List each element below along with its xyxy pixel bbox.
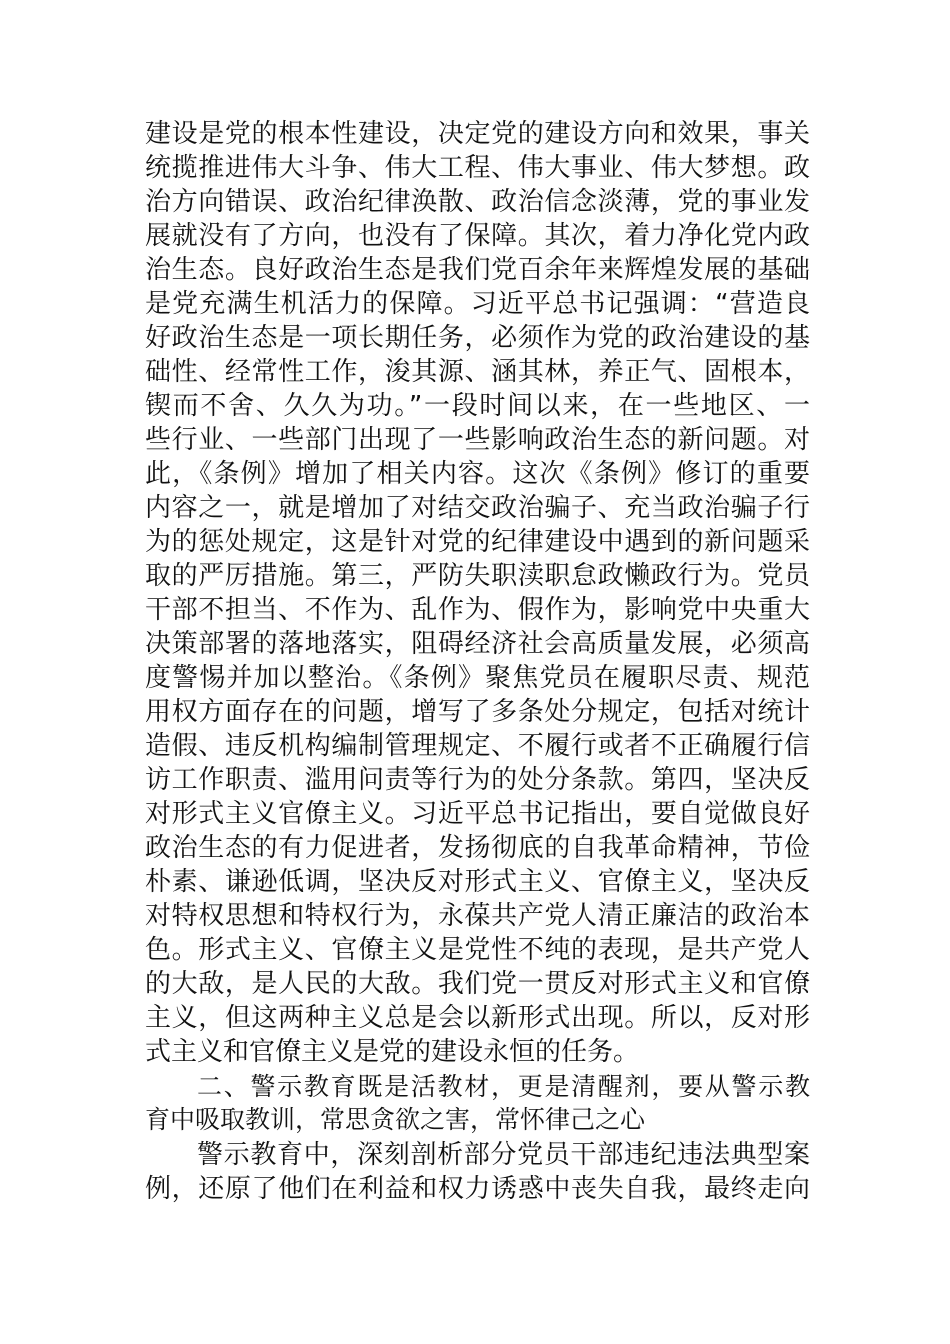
text-line: 政治生态的有力促进者，发扬彻底的自我革命精神，节俭	[145, 833, 810, 863]
text-line: 对特权思想和特权行为，永葆共产党人清正廉洁的政治本	[145, 901, 810, 931]
text-line: 为的惩处规定，这是针对党的纪律建设中遇到的新问题采	[145, 527, 810, 557]
text-line: 的大敌，是人民的大敌。我们党一贯反对形式主义和官僚	[145, 969, 810, 999]
text-line: 取的严厉措施。第三，严防失职渎职怠政懒政行为。党员	[145, 561, 810, 591]
text-line: 治方向错误、政治纪律涣散、政治信念淡薄，党的事业发	[145, 187, 810, 217]
text-line: 用权方面存在的问题，增写了多条处分规定，包括对统计	[145, 697, 810, 727]
text-line: 锲而不舍、久久为功。”一段时间以来，在一些地区、一	[145, 391, 810, 421]
text-line: 决策部署的落地落实，阻碍经济社会高质量发展，必须高	[145, 629, 810, 659]
text-line: 朴素、谦逊低调，坚决反对形式主义、官僚主义，坚决反	[145, 867, 810, 897]
text-line: 警示教育中，深刻剖析部分党员干部违纪违法典型案	[197, 1140, 810, 1170]
text-line: 治生态。良好政治生态是我们党百余年来辉煌发展的基础	[145, 255, 810, 285]
text-line: 访工作职责、滥用问责等行为的处分条款。第四，坚决反	[145, 765, 810, 795]
text-line: 色。形式主义、官僚主义是党性不纯的表现，是共产党人	[145, 935, 810, 965]
text-line: 建设是党的根本性建设，决定党的建设方向和效果，事关	[145, 119, 810, 149]
text-line: 度警惕并加以整治。《条例》聚焦党员在履职尽责、规范	[145, 663, 810, 693]
text-line: 础性、经常性工作，浚其源、涵其林，养正气、固根本，	[145, 357, 810, 387]
text-line: 造假、违反机构编制管理规定、不履行或者不正确履行信	[145, 731, 810, 761]
section-heading-line: 育中吸取教训，常思贪欲之害，常怀律己之心	[145, 1105, 646, 1134]
text-line: 些行业、一些部门出现了一些影响政治生态的新问题。对	[145, 425, 810, 455]
text-line: 干部不担当、不作为、乱作为、假作为，影响党中央重大	[145, 595, 810, 625]
text-line: 好政治生态是一项长期任务，必须作为党的政治建设的基	[145, 323, 810, 353]
text-line: 统揽推进伟大斗争、伟大工程、伟大事业、伟大梦想。政	[145, 153, 810, 183]
text-line: 式主义和官僚主义是党的建设永恒的任务。	[145, 1037, 640, 1067]
text-line: 展就没有了方向，也没有了保障。其次，着力净化党内政	[145, 221, 810, 251]
text-line: 是党充满生机活力的保障。习近平总书记强调：“营造良	[145, 289, 810, 319]
text-line: 例，还原了他们在利益和权力诱惑中丧失自我，最终走向	[145, 1174, 810, 1204]
text-line: 主义，但这两种主义总是会以新形式出现。所以，反对形	[145, 1003, 810, 1033]
text-line: 对形式主义官僚主义。习近平总书记指出，要自觉做良好	[145, 799, 810, 829]
section-heading-line: 二、警示教育既是活教材，更是清醒剂，要从警示教	[197, 1072, 810, 1101]
text-line: 此，《条例》增加了相关内容。这次《条例》修订的重要	[145, 459, 810, 489]
text-line: 内容之一，就是增加了对结交政治骗子、充当政治骗子行	[145, 493, 810, 523]
